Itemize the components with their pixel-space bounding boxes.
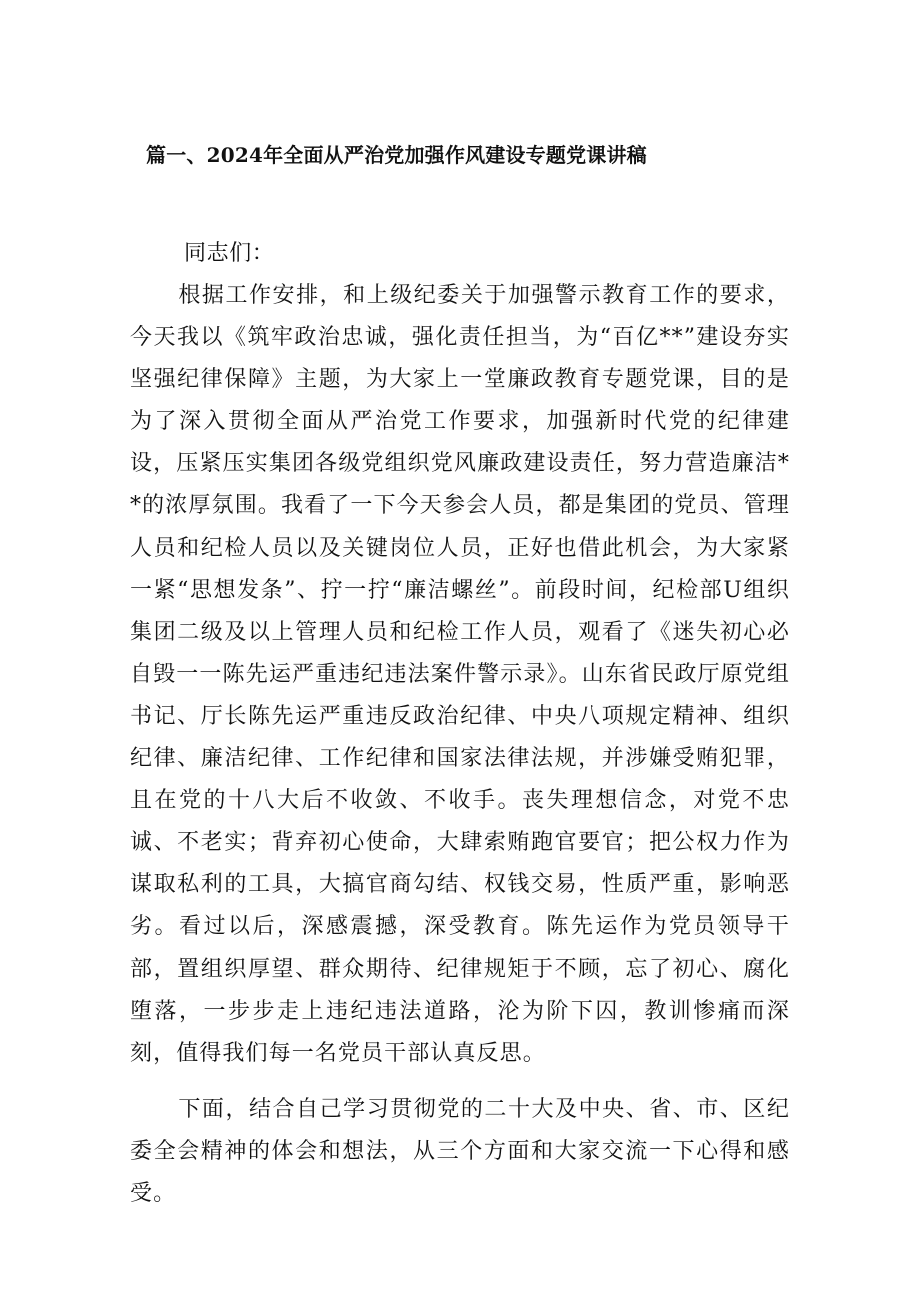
salutation: 同志们：	[184, 241, 275, 266]
document-title: 篇一、2024年全面从严治党加强作风建设专题党课讲稿	[146, 143, 647, 167]
body-paragraph: 下面，结合自己学习贯彻党的二十大及中央、省、市、区纪委全会精神的体会和想法，从三个方面和大家交流一下心得和感受。	[130, 1097, 790, 1207]
body-paragraph: 根据工作安排，和上级纪委关于加强警示教育工作的要求，今天我以《筑牢政治忠诚，强化责任担当，为“百亿**”建设夯实坚强纪律保障》主题，为大家上一堂廉政教育专题党课，目的是为了深入贯彻全面从严治党工作要求，加强新时代党的纪律建设，压紧压实集团各级党组织党风廉政建设责任，努力营造廉洁**的浓厚氛围。我看了一下今天参会人员，都是集团的党员、管理人员和纪检人员以及关键岗位人员，正好也借此机会，为大家紧一紧“思想发条”、拧一拧“廉洁螺丝”。前段时间，纪检部U组织集团二级及以上管理人员和纪检工作人员，观看了《迷失初心必自毁一一陈先运严重违纪违法案件警示录》。山东省民政厅原党组书记、厅长陈先运严重违反政治纪律、中央八项规定精神、组织纪律、廉洁纪律、工作纪律和国家法律法规，并涉嫌受贿犯罪，且在党的十八大后不收敛、不收手。丧失理想信念，对党不忠诚、不老实；背弃初心使命，大肆索贿跑官要官；把公权力作为谋取私利的工具，大搞官商勾结、权钱交易，性质严重，影响恶劣。看过以后，深感震撼，深受教育。陈先运作为党员领导干部，置组织厚望、群众期待、纪律规矩于不顾，忘了初心、腐化堕落，一步步走上违纪违法道路，沦为阶下囚，教训惨痛而深刻，值得我们每一名党员干部认真反思。	[130, 283, 790, 1066]
